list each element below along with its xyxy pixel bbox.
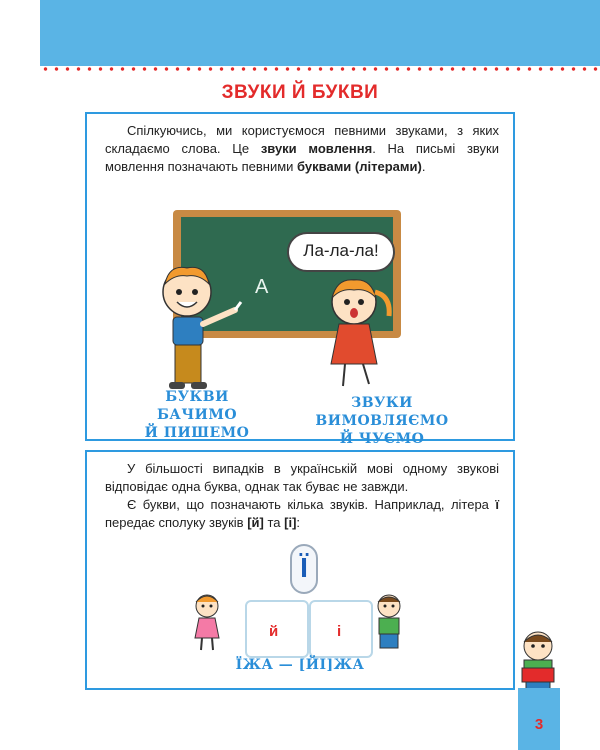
puzzle-letter-i: і [337,623,342,640]
intro-paragraph: Спілкуючись, ми користуємося певними звуками, з яких складаємо слова. Це звуки мовлення. На письмі звуки мовлення позначають певними буквами (літерами). [105,123,499,174]
girl-small-illustration [185,592,231,652]
example-paragraph: Є букви, що позначають кілька звуків. Наприклад, літера ї передає сполуку звуків [й] та [і]: [105,497,499,530]
speech-bubble: Ла-ла-ла! [287,232,395,272]
page-number: 3 [534,716,544,733]
reading-boy-illustration [510,628,568,692]
letter-yi-box [85,450,515,690]
dotted-divider [40,66,600,72]
girl-illustration [309,272,399,392]
caption-letters: БУКВИ БАЧИМО Й ПИШЕМО [144,389,250,441]
chalkboard-letter: А [255,276,269,298]
caption-sounds: ЗВУКИ ВИМОВЛЯЄМО Й ЧУЄМО [315,395,449,447]
puzzle-letter-y: й [269,623,279,640]
top-banner [40,0,600,66]
sounds-letters-box [85,112,515,447]
page-title: ЗВУКИ Й БУКВИ [221,82,379,103]
rule-paragraph: У більшості випадків в українській мові одному звукові відповідає одна буква, однак так буває не завжди. [105,461,499,494]
example-word: ЇЖА — [ЙІ]ЖА [235,657,365,673]
page-number-tab [518,688,560,750]
letter-yi-card: Ї [290,544,318,594]
boy-illustration [147,262,247,392]
boy-small-illustration [365,592,411,652]
